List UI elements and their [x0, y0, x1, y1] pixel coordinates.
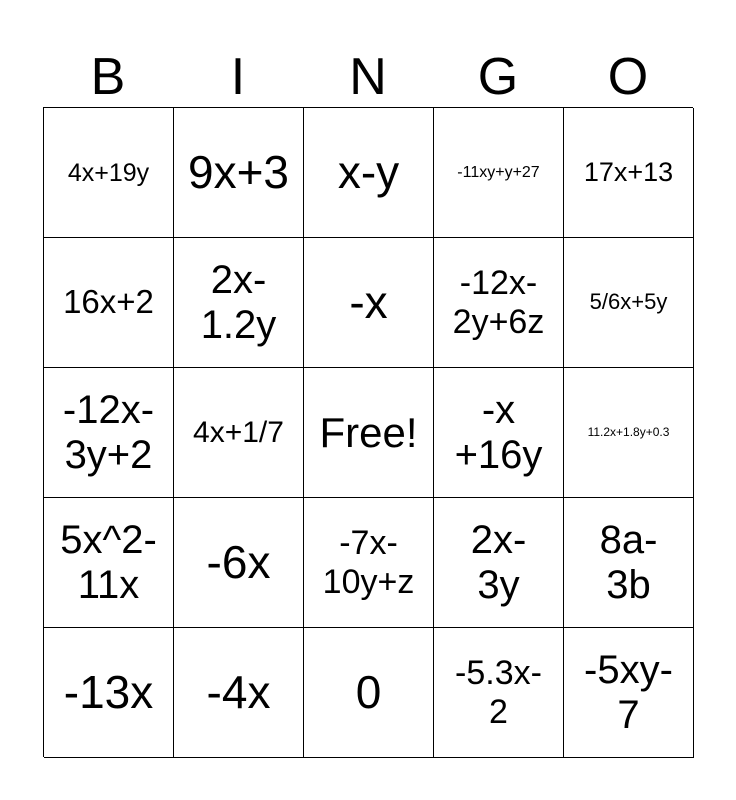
bingo-cell[interactable]: 2x- 3y	[434, 498, 564, 628]
bingo-cell[interactable]: -13x	[44, 628, 174, 758]
bingo-cell[interactable]: 16x+2	[44, 238, 174, 368]
bingo-cell[interactable]: -5.3x- 2	[434, 628, 564, 758]
header-letter-g: G	[477, 48, 519, 106]
bingo-cell[interactable]: -12x- 3y+2	[44, 368, 174, 498]
bingo-cell[interactable]: 4x+19y	[44, 108, 174, 238]
bingo-cell[interactable]: 5/6x+5y	[564, 238, 694, 368]
bingo-cell[interactable]: 5x^2- 11x	[44, 498, 174, 628]
header-letter-n: N	[349, 48, 387, 106]
bingo-cell[interactable]: 8a- 3b	[564, 498, 694, 628]
bingo-cell[interactable]: x-y	[304, 108, 434, 238]
bingo-header	[43, 46, 693, 108]
bingo-cell[interactable]: 2x- 1.2y	[174, 238, 304, 368]
bingo-cell[interactable]: -4x	[174, 628, 304, 758]
bingo-cell[interactable]: 9x+3	[174, 108, 304, 238]
bingo-board	[43, 107, 693, 757]
bingo-cell[interactable]: -11xy+y+27	[434, 108, 564, 238]
bingo-cell[interactable]: -6x	[174, 498, 304, 628]
header-letter-b: B	[90, 48, 126, 106]
bingo-cell[interactable]: 11.2x+1.8y+0.3	[564, 368, 694, 498]
bingo-cell[interactable]: 17x+13	[564, 108, 694, 238]
free-space-cell[interactable]: Free!	[304, 368, 434, 498]
bingo-cell[interactable]: -x	[304, 238, 434, 368]
header-letter-o: O	[607, 48, 649, 106]
bingo-cell[interactable]: -12x- 2y+6z	[434, 238, 564, 368]
bingo-cell[interactable]: -7x- 10y+z	[304, 498, 434, 628]
header-letter-i: I	[230, 48, 246, 106]
bingo-cell[interactable]: 4x+1/7	[174, 368, 304, 498]
bingo-cell[interactable]: 0	[304, 628, 434, 758]
bingo-cell[interactable]: -x +16y	[434, 368, 564, 498]
bingo-cell[interactable]: -5xy- 7	[564, 628, 694, 758]
